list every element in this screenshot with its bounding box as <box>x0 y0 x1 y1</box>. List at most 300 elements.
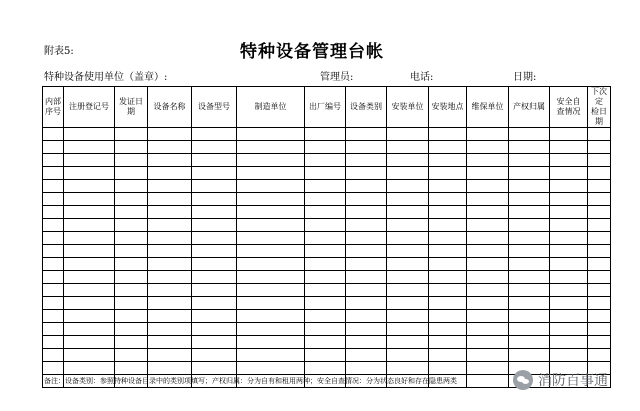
table-cell <box>115 336 148 349</box>
table-cell <box>429 258 467 271</box>
table-row <box>43 219 611 232</box>
col-header: 设备型号 <box>192 87 237 128</box>
table-cell <box>387 167 429 180</box>
table-cell <box>305 245 346 258</box>
table-cell <box>346 336 387 349</box>
table-cell <box>64 193 115 206</box>
table-cell <box>237 336 305 349</box>
table-cell <box>305 219 346 232</box>
unit-label: 特种设备使用单位（盖章）: <box>44 72 168 83</box>
table-cell <box>237 141 305 154</box>
table-cell <box>305 349 346 362</box>
table-cell <box>148 271 192 284</box>
date-label: 日期: <box>513 72 537 83</box>
table-cell <box>192 232 237 245</box>
table-cell <box>237 232 305 245</box>
table-row <box>43 232 611 245</box>
table-row <box>43 245 611 258</box>
wechat-icon <box>513 370 533 390</box>
table-cell <box>467 258 509 271</box>
table-cell <box>588 206 611 219</box>
table-cell <box>509 336 550 349</box>
table-cell <box>43 297 64 310</box>
table-cell <box>588 258 611 271</box>
table-cell <box>43 167 64 180</box>
table-cell <box>588 284 611 297</box>
table-cell <box>509 284 550 297</box>
table-cell <box>64 154 115 167</box>
table-cell <box>509 245 550 258</box>
table-cell <box>346 349 387 362</box>
table-row <box>43 323 611 336</box>
table-cell <box>148 219 192 232</box>
table-cell <box>237 193 305 206</box>
table-cell <box>148 297 192 310</box>
table-cell <box>550 206 588 219</box>
table-cell <box>588 193 611 206</box>
table-cell <box>148 349 192 362</box>
table-cell <box>192 141 237 154</box>
table-cell <box>467 193 509 206</box>
table-cell <box>387 232 429 245</box>
table-cell <box>305 141 346 154</box>
table-cell <box>64 232 115 245</box>
table-cell <box>148 323 192 336</box>
table-cell <box>43 336 64 349</box>
table-row <box>43 336 611 349</box>
table-cell <box>148 167 192 180</box>
table-cell <box>346 362 387 375</box>
table-cell <box>237 284 305 297</box>
table-cell <box>387 258 429 271</box>
table-cell <box>346 206 387 219</box>
table-cell <box>237 258 305 271</box>
table-cell <box>192 310 237 323</box>
col-header: 设备名称 <box>148 87 192 128</box>
table-cell <box>467 375 509 388</box>
table-cell <box>346 193 387 206</box>
table-row <box>43 349 611 362</box>
table-cell <box>43 232 64 245</box>
table-row <box>43 310 611 323</box>
table-cell <box>509 167 550 180</box>
table-cell <box>305 323 346 336</box>
table-row <box>43 284 611 297</box>
table-cell <box>550 284 588 297</box>
table-cell <box>64 271 115 284</box>
table-cell <box>305 232 346 245</box>
table-cell <box>43 323 64 336</box>
table-cell <box>115 297 148 310</box>
table-cell <box>509 310 550 323</box>
table-cell <box>192 271 237 284</box>
table-cell <box>387 349 429 362</box>
table-cell <box>346 219 387 232</box>
table-cell <box>43 245 64 258</box>
table-cell <box>115 323 148 336</box>
table-row <box>43 193 611 206</box>
table-cell <box>550 245 588 258</box>
table-row <box>43 258 611 271</box>
table-cell <box>550 297 588 310</box>
table-cell <box>346 323 387 336</box>
table-row <box>43 154 611 167</box>
table-cell <box>305 297 346 310</box>
table-cell <box>305 284 346 297</box>
table-cell <box>429 128 467 141</box>
col-header: 设备类别 <box>346 87 387 128</box>
table-cell <box>588 323 611 336</box>
table-cell <box>387 128 429 141</box>
table-cell <box>429 310 467 323</box>
table-cell <box>115 349 148 362</box>
table-cell <box>192 180 237 193</box>
table-cell <box>192 284 237 297</box>
table-cell <box>192 258 237 271</box>
table-cell <box>237 362 305 375</box>
table-cell <box>43 141 64 154</box>
table-cell <box>115 128 148 141</box>
table-cell <box>115 245 148 258</box>
table-cell <box>588 232 611 245</box>
table-cell <box>64 258 115 271</box>
table-cell <box>550 193 588 206</box>
table-cell <box>43 258 64 271</box>
table-cell <box>192 349 237 362</box>
table-cell <box>467 362 509 375</box>
table-cell <box>387 310 429 323</box>
table-header-row <box>43 87 611 128</box>
table-cell <box>43 362 64 375</box>
table-cell <box>305 193 346 206</box>
col-header: 安全自 查情况 <box>550 87 588 128</box>
table-cell <box>588 154 611 167</box>
table-cell <box>550 336 588 349</box>
table-cell <box>467 284 509 297</box>
table-cell <box>346 258 387 271</box>
table-cell <box>467 154 509 167</box>
table-cell <box>237 310 305 323</box>
table-cell <box>115 284 148 297</box>
table-cell <box>148 232 192 245</box>
table-row <box>43 297 611 310</box>
table-cell <box>588 349 611 362</box>
table-cell <box>115 167 148 180</box>
table-cell <box>429 206 467 219</box>
table-cell <box>148 336 192 349</box>
table-cell <box>509 323 550 336</box>
table-cell <box>467 232 509 245</box>
table-cell <box>588 310 611 323</box>
table-cell <box>346 297 387 310</box>
table-cell <box>550 271 588 284</box>
table-cell <box>429 323 467 336</box>
table-cell <box>346 154 387 167</box>
table-cell <box>346 310 387 323</box>
table-cell <box>588 219 611 232</box>
table-cell <box>64 167 115 180</box>
table-body <box>43 128 611 388</box>
table-cell <box>550 349 588 362</box>
table-cell <box>237 167 305 180</box>
table-cell <box>387 284 429 297</box>
table-cell <box>429 297 467 310</box>
table-cell <box>550 258 588 271</box>
table-cell <box>467 336 509 349</box>
table-cell <box>550 141 588 154</box>
table-cell <box>115 362 148 375</box>
table-cell <box>588 271 611 284</box>
col-header: 维保单位 <box>467 87 509 128</box>
table-cell <box>115 206 148 219</box>
table-cell <box>148 362 192 375</box>
table-cell <box>346 180 387 193</box>
table-cell <box>429 245 467 258</box>
table-row <box>43 206 611 219</box>
table-cell <box>64 362 115 375</box>
table-cell <box>115 219 148 232</box>
table-cell <box>148 193 192 206</box>
table-cell <box>550 154 588 167</box>
table-cell <box>305 271 346 284</box>
table-cell <box>192 297 237 310</box>
table-cell <box>237 297 305 310</box>
table-cell <box>305 128 346 141</box>
table-cell <box>588 245 611 258</box>
table-cell <box>237 128 305 141</box>
col-header: 发证日 期 <box>115 87 148 128</box>
table-cell <box>467 141 509 154</box>
table-cell <box>148 128 192 141</box>
table-cell <box>148 245 192 258</box>
table-cell <box>429 219 467 232</box>
page-title: 特种设备管理台帐 <box>240 42 384 62</box>
table-cell <box>237 271 305 284</box>
table-cell <box>43 193 64 206</box>
table-cell <box>346 167 387 180</box>
table-cell <box>387 141 429 154</box>
table-cell <box>192 336 237 349</box>
table-cell <box>467 271 509 284</box>
table-cell <box>387 180 429 193</box>
table-cell <box>429 167 467 180</box>
table-cell <box>550 167 588 180</box>
table-cell <box>237 180 305 193</box>
table-cell <box>429 271 467 284</box>
table-cell <box>64 206 115 219</box>
table-cell <box>64 349 115 362</box>
watermark-text: 消防百事通 <box>538 373 608 389</box>
table-cell <box>509 206 550 219</box>
table-cell <box>467 206 509 219</box>
table-cell <box>237 323 305 336</box>
table-cell <box>115 154 148 167</box>
table-cell <box>43 271 64 284</box>
table-cell <box>43 349 64 362</box>
table-cell <box>509 128 550 141</box>
col-header: 内部 序号 <box>43 87 64 128</box>
table-cell <box>509 232 550 245</box>
table-cell <box>509 271 550 284</box>
table-cell <box>387 271 429 284</box>
table-row <box>43 141 611 154</box>
table-cell <box>588 141 611 154</box>
table-cell <box>192 323 237 336</box>
table-cell <box>429 284 467 297</box>
table-cell <box>64 323 115 336</box>
table-cell <box>305 206 346 219</box>
col-header: 产权归属 <box>509 87 550 128</box>
table-cell <box>192 362 237 375</box>
table-cell <box>148 310 192 323</box>
col-header: 出厂编号 <box>305 87 346 128</box>
ledger-table <box>42 86 611 388</box>
table-cell <box>305 167 346 180</box>
table-cell <box>346 245 387 258</box>
table-cell <box>346 128 387 141</box>
table-cell <box>467 349 509 362</box>
table-cell <box>429 141 467 154</box>
table-cell <box>550 323 588 336</box>
table-cell <box>387 362 429 375</box>
table-cell <box>346 232 387 245</box>
table-cell <box>148 258 192 271</box>
table-row <box>43 271 611 284</box>
table-cell <box>467 323 509 336</box>
table-cell <box>64 180 115 193</box>
table-cell <box>467 310 509 323</box>
table-cell <box>64 284 115 297</box>
table-cell <box>305 180 346 193</box>
table-cell <box>550 310 588 323</box>
table-cell <box>115 271 148 284</box>
table-cell <box>43 310 64 323</box>
table-cell <box>237 349 305 362</box>
table-cell <box>467 297 509 310</box>
watermark <box>513 370 608 390</box>
table-cell <box>43 128 64 141</box>
table-cell <box>429 154 467 167</box>
table-cell <box>64 219 115 232</box>
table-cell <box>192 245 237 258</box>
table-cell <box>387 206 429 219</box>
table-cell <box>64 310 115 323</box>
table-cell <box>148 141 192 154</box>
table-cell <box>64 128 115 141</box>
table-cell <box>305 154 346 167</box>
table-cell <box>346 271 387 284</box>
table-cell <box>64 141 115 154</box>
table-row <box>43 167 611 180</box>
table-cell <box>148 284 192 297</box>
table-cell <box>509 193 550 206</box>
table-cell <box>237 219 305 232</box>
table-cell <box>148 154 192 167</box>
table-cell <box>588 128 611 141</box>
table-cell <box>588 336 611 349</box>
table-cell <box>115 232 148 245</box>
table-cell <box>148 206 192 219</box>
table-cell <box>509 297 550 310</box>
table-cell <box>467 245 509 258</box>
table-cell <box>305 362 346 375</box>
table-cell <box>509 180 550 193</box>
annex-label: 附表5: <box>44 46 74 57</box>
table-cell <box>346 284 387 297</box>
table-cell <box>192 206 237 219</box>
table-cell <box>237 154 305 167</box>
table-cell <box>192 128 237 141</box>
table-cell <box>64 245 115 258</box>
table-cell <box>429 349 467 362</box>
footnote: 备注：设备类别：参照特种设备目录中的类别项填写；产权归属：分为自有和租用两种；安全自查情况：分为状态良好和存在隐患两类 <box>44 377 457 385</box>
table-cell <box>467 219 509 232</box>
table-cell <box>305 310 346 323</box>
table-cell <box>509 219 550 232</box>
table-cell <box>237 245 305 258</box>
table-cell <box>429 362 467 375</box>
col-header: 制造单位 <box>237 87 305 128</box>
table-cell <box>64 297 115 310</box>
col-header: 注册登记号 <box>64 87 115 128</box>
table-cell <box>43 284 64 297</box>
table-cell <box>43 180 64 193</box>
table-cell <box>305 258 346 271</box>
table-cell <box>550 128 588 141</box>
table-cell <box>387 245 429 258</box>
table-cell <box>588 180 611 193</box>
table-cell <box>237 206 305 219</box>
manager-label: 管理员: <box>320 72 354 83</box>
table-cell <box>509 154 550 167</box>
table-cell <box>115 141 148 154</box>
table-cell <box>387 154 429 167</box>
table-cell <box>429 180 467 193</box>
table-cell <box>115 193 148 206</box>
col-header: 安装单位 <box>387 87 429 128</box>
table-cell <box>115 310 148 323</box>
table-cell <box>429 232 467 245</box>
col-header: 下次定 检日期 <box>588 87 611 128</box>
table-cell <box>387 336 429 349</box>
table-cell <box>192 167 237 180</box>
table-cell <box>467 167 509 180</box>
table-cell <box>305 336 346 349</box>
table-cell <box>429 336 467 349</box>
col-header: 安装地点 <box>429 87 467 128</box>
table-cell <box>588 167 611 180</box>
table-cell <box>43 219 64 232</box>
table-row <box>43 128 611 141</box>
table-cell <box>550 180 588 193</box>
table-cell <box>550 232 588 245</box>
table-cell <box>387 219 429 232</box>
table-cell <box>387 193 429 206</box>
table-cell <box>346 141 387 154</box>
table-cell <box>467 180 509 193</box>
phone-label: 电话: <box>410 72 434 83</box>
table-cell <box>509 258 550 271</box>
table-row <box>43 180 611 193</box>
table-cell <box>192 193 237 206</box>
table-cell <box>148 180 192 193</box>
table-cell <box>387 297 429 310</box>
table-cell <box>467 128 509 141</box>
table-cell <box>192 219 237 232</box>
table-cell <box>43 206 64 219</box>
table-cell <box>550 219 588 232</box>
table-cell <box>115 258 148 271</box>
